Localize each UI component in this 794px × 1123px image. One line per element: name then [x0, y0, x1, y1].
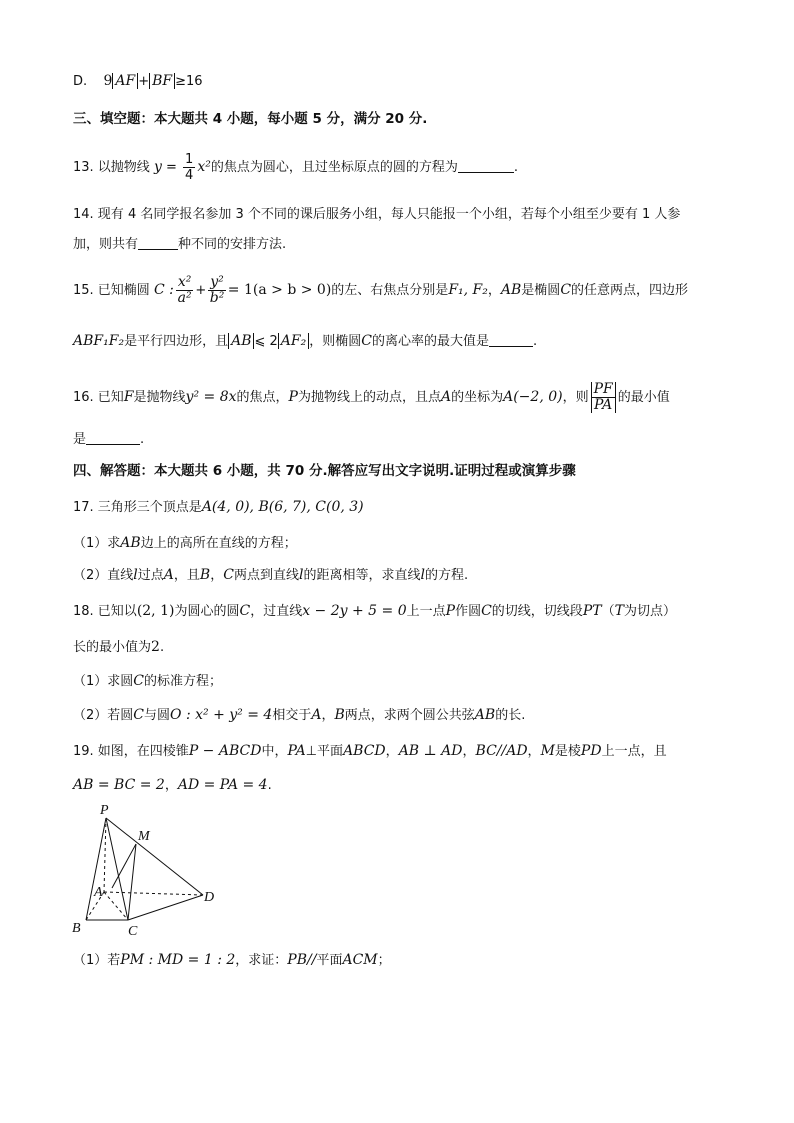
q17-p2C: C: [223, 567, 234, 583]
question-17-part2: [73, 566, 468, 585]
q13-y: y: [153, 159, 162, 175]
q15-ynum: y²: [210, 274, 224, 290]
q15-lead: 15. 已知椭圆: [73, 283, 150, 298]
label-b: B: [72, 921, 81, 936]
q16-pa: PA: [591, 398, 616, 413]
q16-pf: PF: [591, 382, 616, 398]
q12-option-d: [73, 72, 203, 91]
question-16-line2: [73, 431, 144, 449]
q18-p: P: [445, 603, 456, 619]
q13-rest: 的焦点为圆心，且过坐标原点的圆的方程为: [210, 160, 458, 175]
q19-c3: BC//AD: [475, 743, 528, 759]
q19-p1d: ；: [377, 953, 391, 968]
q19-mid3: 上一点，且: [601, 744, 667, 759]
q14-line2b: 种不同的安排方法.: [178, 237, 287, 252]
q15-comma: ，: [487, 283, 501, 298]
answer-blank-14[interactable]: [138, 236, 178, 250]
q18-circle-o: O : x² + y² = 4: [170, 707, 273, 723]
q15-line2c: ，则椭圆: [309, 334, 362, 349]
q16-end: .: [140, 432, 145, 447]
q18-p2e: ，: [321, 708, 335, 723]
q19-lead: 19. 如图，在四棱锥: [73, 744, 189, 759]
q18-p2B: B: [334, 707, 345, 723]
q19-ratio: PM : MD = 1 : 2: [120, 952, 236, 968]
q15-ab: AB: [500, 282, 522, 298]
q15-c2: C: [560, 282, 572, 298]
coefficient: 9: [103, 73, 113, 89]
q17-p2f: 的距离相等，求直线: [303, 568, 421, 583]
q17-p1b: AB: [120, 535, 141, 551]
section-3-title: 三、填空题：本大题共 4 小题，每小题 5 分，满分 20 分.: [73, 111, 428, 127]
q16-fraction: [591, 382, 616, 413]
q19-pyramid: P − ABCD: [188, 743, 262, 759]
q17-points: A(4, 0), B(6, 7), C(0, 3): [201, 499, 364, 515]
q19-p1c: 平面: [316, 953, 343, 968]
q16-mid4: 的坐标为: [451, 390, 504, 405]
q18-p2b: 与圆: [144, 708, 171, 723]
q18-p2a: （2）若圆: [73, 708, 134, 723]
q16-f: F: [123, 389, 134, 405]
question-18-line2: [73, 638, 164, 657]
q15-abs-af: AF₂: [278, 333, 309, 349]
q13-end: .: [513, 160, 518, 175]
answer-blank-15[interactable]: [489, 333, 533, 347]
edge-cd: [128, 895, 203, 920]
q15-tail: 的任意两点，四边形: [571, 283, 689, 298]
question-18-line1: [73, 602, 676, 621]
q19-m: M: [540, 743, 555, 759]
q18-mid7: 为切点）: [623, 604, 676, 619]
q15-le: ⩽ 2: [254, 334, 278, 349]
q15-line2e: 的离心率的最大值是: [371, 334, 489, 349]
q15-mid: 的左、右焦点分别是: [331, 283, 449, 298]
q18-p2A: A: [311, 707, 322, 723]
q18-mid5: 的切线，切线段: [491, 604, 583, 619]
section-4-title: 四、解答题：本大题共 6 小题，共 70 分.解答应写出文字说明.证明过程或演算步骤: [73, 463, 576, 479]
q19-c1b: ⊥平面: [305, 744, 344, 759]
q18-p2f: 两点，求两个圆公共弦: [344, 708, 475, 723]
q17-p2a: （2）直线: [73, 568, 134, 583]
q19-line2: AB = BC = 2: [73, 777, 165, 793]
q17-p1c: 边上的高所在直线的方程；: [140, 536, 297, 551]
q17-p2e: 两点到直线: [233, 568, 299, 583]
q16-parabola: y² = 8x: [185, 389, 237, 405]
abs-bf: BF: [149, 73, 175, 89]
question-17-part1: [73, 534, 297, 553]
q19-p1a: （1）若: [73, 953, 121, 968]
edge-ac-hidden: [104, 892, 128, 920]
question-19-part1: [73, 951, 391, 970]
answer-blank-13[interactable]: [458, 159, 514, 173]
q18-c: C: [239, 603, 251, 619]
q15-yden: b²: [209, 290, 225, 306]
q19-s3: ，: [527, 744, 541, 759]
q18-line2: 长的最小值为: [73, 640, 152, 655]
q15-line2d: C: [361, 333, 372, 349]
q13-fraction: [183, 152, 195, 183]
q15-xden: a²: [177, 290, 192, 306]
q18-p1b: 的标准方程；: [144, 674, 223, 689]
q18-mid2: ，过直线: [250, 604, 303, 619]
q15-c: C :: [153, 282, 174, 298]
q16-mid5: ，则: [562, 390, 589, 405]
q18-p2c: C: [133, 707, 144, 723]
q19-c1: PA: [287, 743, 306, 759]
label-c: C: [128, 924, 138, 939]
q19-line2b: AD = PA = 4: [177, 777, 268, 793]
edge-ad-hidden: [104, 892, 203, 895]
q16-line2: 是: [73, 432, 87, 447]
q17-p2l: l: [133, 567, 138, 583]
question-17: [73, 498, 364, 517]
q19-c1c: ABCD: [343, 743, 386, 759]
abs-af: AF: [112, 73, 138, 89]
q15-frac-x: [176, 275, 194, 306]
question-15-line2: [73, 332, 537, 351]
q18-mid1: 为圆心的圆: [174, 604, 240, 619]
option-label: D.: [73, 74, 88, 89]
q15-cond: = 1(a > b > 0): [227, 282, 332, 298]
answer-blank-16[interactable]: [86, 431, 140, 445]
q18-lead: 18. 已知以: [73, 604, 137, 619]
q19-p1b: ，求证：: [235, 953, 288, 968]
q19-acm: ACM: [342, 952, 378, 968]
q15-xnum: x²: [177, 274, 192, 290]
edge-pb: [86, 818, 106, 920]
q19-pb: PB//: [287, 952, 317, 968]
q13-den: 4: [185, 168, 194, 183]
q17-lead: 17. 三角形三个顶点是: [73, 500, 202, 515]
q18-mid6: （: [601, 604, 615, 619]
q18-p1c: C: [133, 673, 144, 689]
q17-p2b: 过点: [137, 568, 164, 583]
q16-p: P: [288, 389, 298, 405]
q16-mid1: 是抛物线: [133, 390, 186, 405]
plus-sign: +: [138, 74, 150, 89]
question-15-line1: [73, 275, 688, 306]
q19-mid2: 是棱: [554, 744, 581, 759]
q19-pd: PD: [580, 743, 602, 759]
question-16-line1: [73, 382, 670, 413]
q15-plus: +: [195, 283, 207, 298]
q17-p2d: ，: [210, 568, 224, 583]
q19-s1: ，: [385, 744, 399, 759]
q17-p2A: A: [163, 567, 174, 583]
inequality-value: ≥16: [175, 74, 203, 89]
q18-c2: C: [481, 603, 492, 619]
q18-p2ab: AB: [474, 707, 496, 723]
question-18-part1: [73, 672, 222, 691]
q18-val: 2: [151, 639, 160, 655]
question-13: [73, 152, 518, 183]
q15-mid2: 是椭圆: [521, 283, 561, 298]
question-18-part2: [73, 706, 525, 725]
q15-end: .: [532, 334, 538, 349]
q19-end: .: [267, 778, 272, 793]
question-19-line1: [73, 742, 667, 761]
q13-num: 1: [185, 152, 194, 167]
q16-mid3: 为抛物线上的动点，且点: [297, 390, 441, 405]
q15-foci: F₁, F₂: [448, 282, 488, 298]
label-a: A: [94, 885, 103, 900]
q18-mid3: 上一点: [406, 604, 446, 619]
q16-mid2: 的焦点，: [236, 390, 289, 405]
q19-mid1: 中，: [261, 744, 288, 759]
q17-p2B: B: [199, 567, 211, 583]
q17-p2g: 的方程.: [424, 568, 469, 583]
q18-center: (2, 1): [136, 603, 175, 619]
q15-line2b: 是平行四边形，且: [124, 334, 229, 349]
q19-c2: AB ⊥ AD: [398, 743, 463, 759]
question-19-line2: [73, 776, 272, 795]
question-14-line2: [73, 236, 286, 254]
q17-p2l2: l: [298, 567, 304, 583]
q13-eq: =: [161, 160, 182, 175]
pyramid-figure: [70, 800, 220, 940]
q19-s2: ，: [462, 744, 476, 759]
q18-end: .: [159, 640, 165, 655]
q16-a: A: [440, 389, 452, 405]
q18-line-eq: x − 2y + 5 = 0: [302, 603, 407, 619]
q18-p1a: （1）求圆: [73, 674, 134, 689]
q18-mid4: 作圆: [455, 604, 482, 619]
label-m: M: [138, 829, 150, 844]
edge-cm: [128, 844, 136, 920]
label-d: D: [204, 890, 215, 905]
q18-t: T: [614, 603, 624, 619]
q18-p2d: 相交于: [272, 708, 312, 723]
q17-p2c: ，且: [173, 568, 200, 583]
q15-frac-y: [208, 275, 226, 306]
q16-lead: 16. 已知: [73, 390, 124, 405]
label-p: P: [100, 803, 109, 818]
q16-tail: 的最小值: [617, 390, 670, 405]
q19-s4: ，: [164, 778, 178, 793]
q17-p2l3: l: [420, 567, 425, 583]
q18-p2g: 的长.: [495, 708, 526, 723]
question-14-line1: 14. 现有 4 名同学报名参加 3 个不同的课后服务小组，每人只能报一个小组，若每个小组至少要有 1 人参: [73, 207, 681, 222]
q14-line2a: 加，则共有: [73, 237, 139, 252]
q13-x2: x²: [197, 159, 211, 175]
q15-abs-ab: AB: [228, 333, 254, 349]
q15-quad: ABF₁F₂: [73, 333, 125, 349]
q17-p1a: （1）求: [73, 536, 121, 551]
q18-pt: PT: [582, 603, 602, 619]
q13-lead: 13. 以抛物线: [73, 160, 150, 175]
q16-coord: A(−2, 0): [503, 389, 563, 405]
